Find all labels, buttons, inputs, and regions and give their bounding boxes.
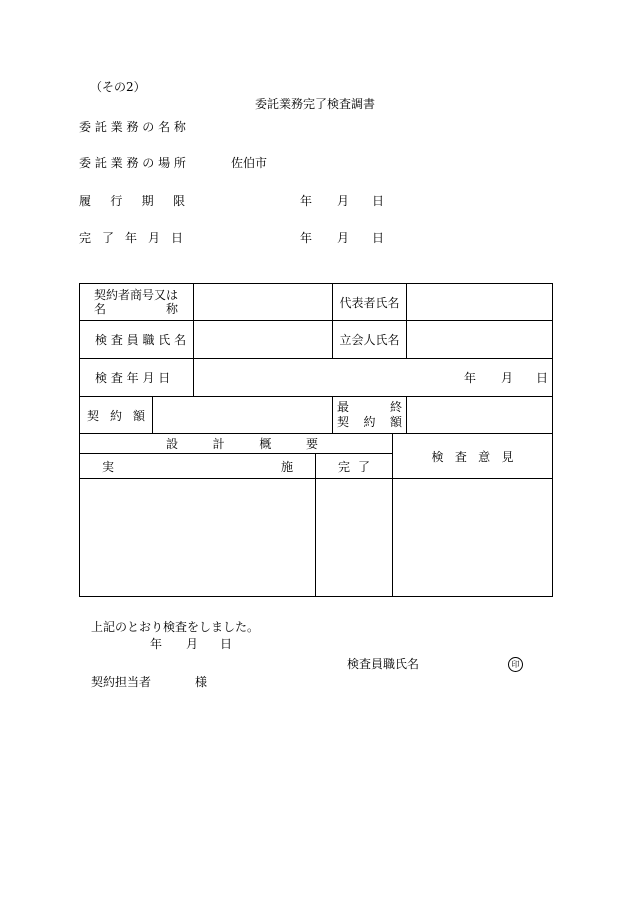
table-row — [80, 397, 553, 434]
inspection-month-unit: 月 — [501, 371, 514, 385]
design-summary-header: 設 計 概 要 — [80, 434, 393, 454]
inspector-label-cell: 検 査 員 職 氏 名 — [80, 321, 194, 359]
completion-month-unit: 月 — [337, 231, 350, 245]
representative-value-cell — [407, 284, 553, 321]
inspection-statement: 上記のとおり検査をしました。 — [91, 620, 260, 634]
work-name-label: 委 託 業 務 の 名 称 — [79, 120, 186, 134]
witness-value-cell — [407, 321, 553, 359]
deadline-year-unit: 年 — [300, 194, 313, 208]
seal-circle-icon: 印 — [508, 657, 523, 672]
implementation-header: 実 施 — [80, 454, 316, 479]
statement-day-unit: 日 — [220, 637, 233, 651]
inspection-year-unit: 年 — [464, 371, 477, 385]
inspector-value-cell — [194, 321, 333, 359]
table-row — [80, 359, 553, 397]
completion-header: 完 了 — [316, 454, 393, 479]
inspection-date-value-cell — [194, 359, 553, 397]
final-amount-value-cell — [407, 397, 553, 434]
contract-amount-value-cell — [153, 397, 333, 434]
contract-officer-label: 契約担当者 — [91, 675, 152, 689]
inspection-day-unit: 日 — [536, 371, 549, 385]
honorific: 様 — [195, 675, 208, 689]
contractor-label-cell: 契約者商号又は 名 称 — [80, 284, 194, 321]
statement-year-unit: 年 — [150, 637, 163, 651]
footer-inspector-label: 検査員職氏名 — [347, 657, 420, 671]
table-row — [80, 434, 553, 454]
inspection-form-table — [79, 283, 553, 597]
table-row — [80, 479, 553, 597]
statement-month-unit: 月 — [186, 637, 199, 651]
contract-amount-label-cell: 契 約 額 — [80, 397, 153, 434]
contractor-value-cell — [194, 284, 333, 321]
deadline-day-unit: 日 — [372, 194, 385, 208]
inspection-date-label-cell: 検 査 年 月 日 — [80, 359, 194, 397]
final-amount-label-cell: 最 終 契 約 額 — [333, 397, 407, 434]
witness-label-cell: 立会人氏名 — [333, 321, 407, 359]
inspection-opinion-body — [393, 479, 553, 597]
representative-label-cell: 代表者氏名 — [333, 284, 407, 321]
implementation-body — [80, 479, 316, 597]
document-title: 委託業務完了検査調書 — [254, 97, 375, 111]
performance-deadline-label: 履 行 期 限 — [79, 194, 185, 208]
table-row — [80, 284, 553, 321]
completion-year-unit: 年 — [300, 231, 313, 245]
seal-mark — [508, 656, 523, 672]
work-place-value: 佐伯市 — [231, 156, 268, 170]
deadline-month-unit: 月 — [337, 194, 350, 208]
form-number: （その2） — [90, 80, 146, 94]
inspection-opinion-header: 検 査 意 見 — [393, 434, 553, 479]
completion-day-unit: 日 — [372, 231, 385, 245]
completion-body — [316, 479, 393, 597]
completion-date-label: 完 了 年 月 日 — [79, 231, 183, 245]
work-place-label: 委 託 業 務 の 場 所 — [79, 156, 186, 170]
table-row — [80, 321, 553, 359]
